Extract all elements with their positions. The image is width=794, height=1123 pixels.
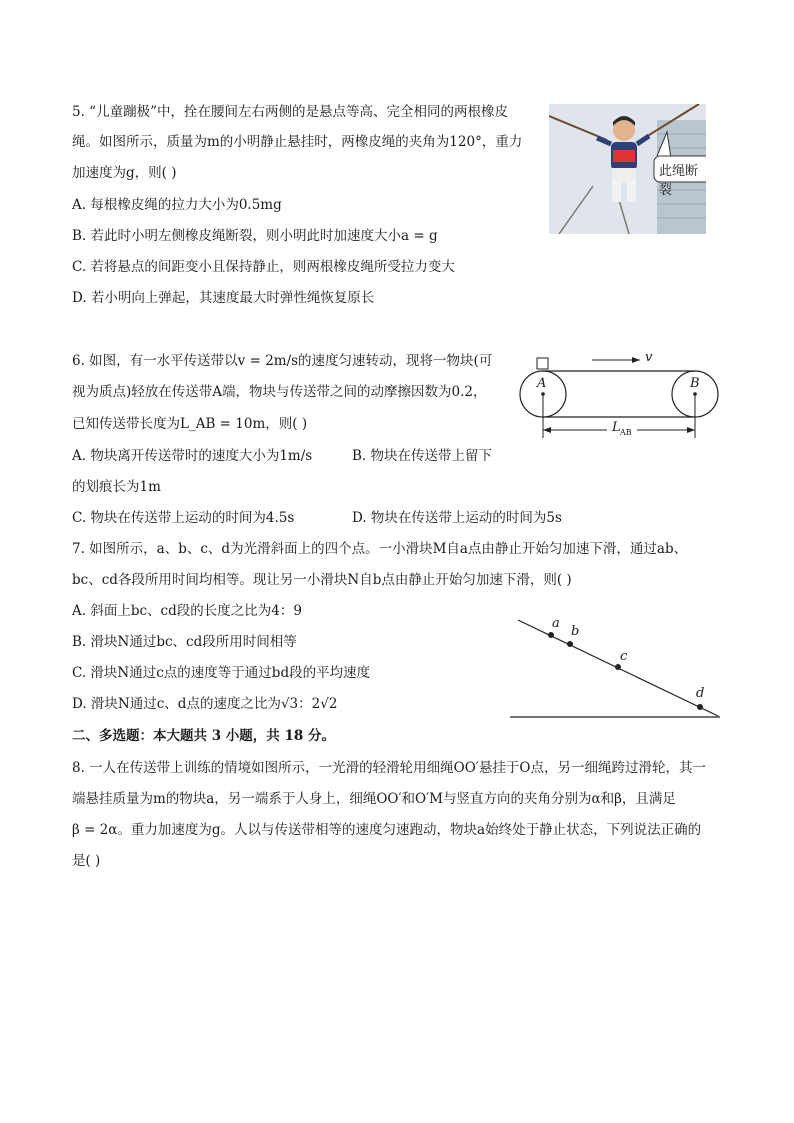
bungee-photo [549, 104, 706, 234]
point-d-label: d [696, 686, 705, 701]
photo-callout-label: 此绳断裂 [659, 164, 699, 198]
q6-stem-line2: 视为质点)轻放在传送带A端，物块与传送带之间的动摩擦因数为0.2， [72, 384, 487, 400]
q5-stem-line2: 绳。如图所示，质量为m的小明静止悬挂时，两橡皮绳的夹角为120°，重力 [72, 134, 523, 150]
q6-option-b-part2: 的划痕长为1m [72, 479, 161, 495]
q5-option-d: D. 若小明向上弹起，其速度最大时弹性绳恢复原长 [72, 290, 375, 306]
q6-stem-line1: 6. 如图，有一水平传送带以v = 2m/s的速度匀速转动，现将一物块(可 [72, 353, 493, 369]
q5-option-c: C. 若将悬点的间距变小且保持静止，则两根橡皮绳所受拉力变大 [72, 259, 455, 275]
velocity-label: v [645, 350, 653, 365]
section-heading-multiple-choice: 二、多选题：本大题共 3 小题，共 18 分。 [72, 728, 335, 744]
incline-diagram [508, 612, 723, 724]
q5-option-b: B. 若此时小明左侧橡皮绳断裂，则小明此时加速度大小a = g [72, 228, 438, 244]
q7-stem-line1: 7. 如图所示，a、b、c、d为光滑斜面上的四个点。一小滑块M自a点由静止开始匀加速下滑，通过ab、 [72, 541, 688, 557]
q6-option-c: C. 物块在传送带上运动的时间为4.5s [72, 510, 295, 526]
q6-option-b-part1: B. 物块在传送带上留下 [352, 448, 493, 464]
length-label: L [612, 420, 621, 435]
q6-stem-line3: 已知传送带长度为L_AB = 10m，则( ) [72, 416, 308, 432]
q5-stem-line3: 加速度为g，则( ) [72, 165, 177, 181]
q6-option-d: D. 物块在传送带上运动的时间为5s [352, 510, 562, 526]
point-a-label: a [552, 616, 560, 631]
q5-stem-line1: 5. “儿童蹦极”中，拴在腰间左右两侧的是悬点等高、完全相同的两根橡皮 [72, 104, 508, 120]
q8-stem-line2: 端悬挂质量为m的物块a，另一端系于人身上，细绳OO′和O′M与竖直方向的夹角分别为α和β，且满足 [72, 791, 676, 807]
point-b-label: b [571, 624, 580, 639]
length-subscript: AB [620, 428, 632, 437]
q8-stem-line4: 是( ) [72, 853, 101, 869]
q8-stem-line1: 8. 一人在传送带上训练的情境如图所示，一光滑的轻滑轮用细绳OO′悬挂于O点，另一细绳跨过滑轮，其一 [72, 760, 706, 776]
q7-option-a: A. 斜面上bc、cd段的长度之比为4：9 [72, 603, 302, 619]
point-a-label: A [537, 376, 547, 391]
q6-option-a: A. 物块离开传送带时的速度大小为1m/s [72, 448, 313, 464]
q7-stem-line2: bc、cd各段所用时间均相等。现让另一小滑块N自b点由静止开始匀加速下滑，则( ) [72, 572, 572, 588]
q7-option-c: C. 滑块N通过c点的速度等于通过bd段的平均速度 [72, 665, 371, 681]
point-c-label: c [620, 649, 628, 664]
conveyor-belt-diagram [512, 350, 727, 445]
q5-option-a: A. 每根橡皮绳的拉力大小为0.5mg [72, 197, 282, 213]
q8-stem-line3: β = 2α。重力加速度为g。人以与传送带相等的速度匀速跑动，物块a始终处于静止状态，下列说法正确的 [72, 822, 702, 838]
point-b-label: B [690, 376, 700, 391]
q7-option-d: D. 滑块N通过c、d点的速度之比为√3：2√2 [72, 696, 338, 712]
q7-option-b: B. 滑块N通过bc、cd段所用时间相等 [72, 634, 297, 650]
